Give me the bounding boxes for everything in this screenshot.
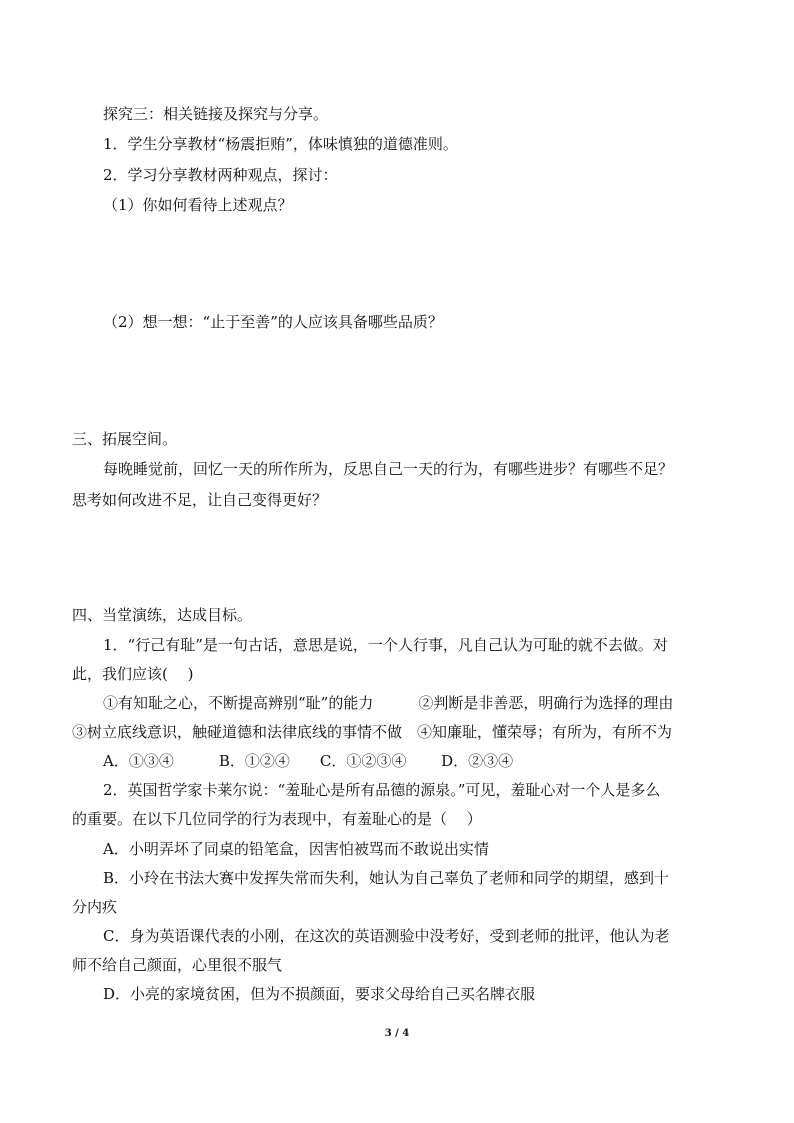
explore3-item-2: 2．学习分享教材两种观点，探讨： bbox=[103, 166, 338, 184]
q2-option-c-line-2: 师不给自己颜面，心里很不服气 bbox=[72, 956, 283, 974]
q1-answer-choices: A．①③④ B．①②④ C．①②③④ D．②③④ bbox=[103, 752, 514, 770]
section4-heading: 四、当堂演练，达成目标。 bbox=[72, 606, 253, 624]
q2-option-b-line-2: 分内疚 bbox=[72, 898, 118, 916]
explore3-question-2: （2）想一想：“止于至善”的人应该具备哪些品质？ bbox=[103, 313, 443, 331]
page-number: 3 / 4 bbox=[384, 1028, 410, 1039]
q1-stem-line-2: 此，我们应该( ) bbox=[72, 665, 194, 683]
q1-stem-line-1: 1．“行己有耻”是一句古话，意思是说，一个人行事，凡自己认为可耻的就不去做。对 bbox=[103, 636, 668, 654]
q1-options-line-2: ③树立底线意识，触碰道德和法律底线的事情不做 ④知廉耻，懂荣辱；有所为，有所不为 bbox=[72, 723, 673, 741]
q2-stem-line-1: 2．英国哲学家卡莱尔说：“羞耻心是所有品德的源泉。”可见，羞耻心对一个人是多么 bbox=[103, 781, 661, 799]
q2-option-c-line-1: C．身为英语课代表的小刚，在这次的英语测验中没考好，受到老师的批评，他认为老 bbox=[103, 927, 670, 945]
explore3-question-1: （1）你如何看待上述观点？ bbox=[103, 196, 293, 214]
q2-option-d: D．小亮的家境贫困，但为不损颜面，要求父母给自己买名牌衣服 bbox=[103, 985, 536, 1003]
section3-heading: 三、拓展空间。 bbox=[72, 430, 178, 448]
explore3-item-1: 1．学生分享教材“杨震拒贿”，体味慎独的道德准则。 bbox=[103, 135, 458, 153]
explore3-heading: 探究三：相关链接及探究与分享。 bbox=[103, 105, 329, 123]
section3-paragraph-line-2: 思考如何改进不足，让自己变得更好？ bbox=[72, 491, 328, 509]
q2-stem-line-2: 的重要。在以下几位同学的行为表现中，有羞耻心的是（ ） bbox=[72, 810, 482, 828]
q2-option-b-line-1: B．小玲在书法大赛中发挥失常而失利，她认为自己辜负了老师和同学的期望，感到十 bbox=[103, 869, 670, 887]
section3-paragraph-line-1: 每晚睡觉前，回忆一天的所作所为，反思自己一天的行为，有哪些进步？有哪些不足？ bbox=[103, 460, 674, 478]
q1-options-line-1: ①有知耻之心，不断提高辨别“耻”的能力 ②判断是非善恶，明确行为选择的理由 bbox=[103, 694, 674, 712]
q2-option-a: A．小明弄坏了同桌的铅笔盒，因害怕被骂而不敢说出实情 bbox=[103, 840, 489, 858]
